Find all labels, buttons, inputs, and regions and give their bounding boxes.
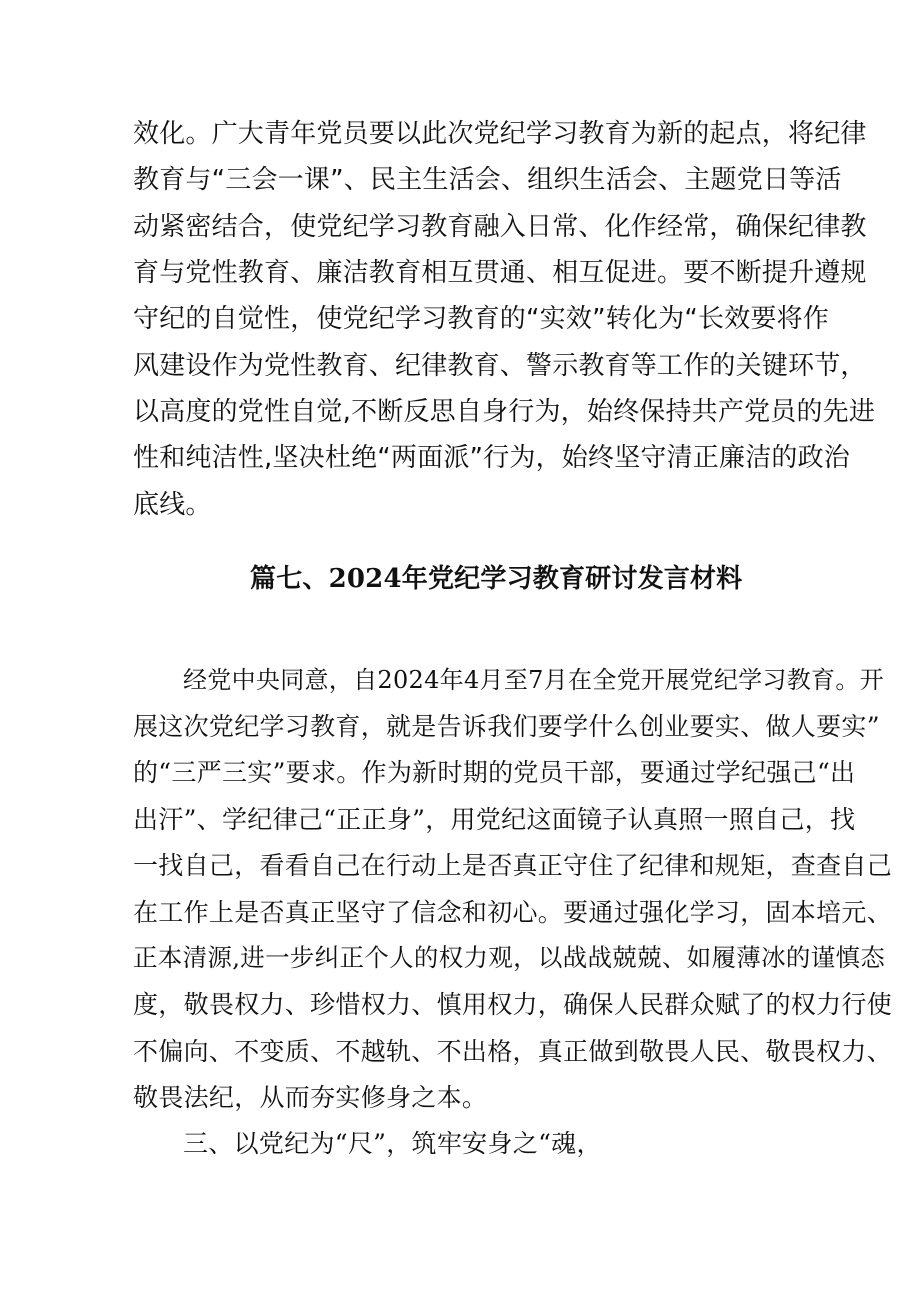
top-paragraph-line-7: 以高度的党性自觉,不断反思自身行为，始终保持共产党员的先进 bbox=[133, 397, 876, 427]
top-paragraph-line-2: 教育与“三会一课”、民主生活会、组织生活会、主题党日等活 bbox=[133, 165, 842, 195]
body-paragraph-line-10: 敬畏法纪，从而夯实修身之本。 bbox=[133, 1083, 488, 1112]
body-paragraph-line-2: 展这次党纪学习教育，就是告诉我们要学什么创业要实、做人要实” bbox=[133, 712, 880, 741]
section-heading: 篇七、2024年党纪学习教育研讨发言材料 bbox=[250, 564, 743, 594]
body-paragraph-line-7: 正本清源,进一步纠正个人的权力观，以战战兢兢、如履薄冰的谨慎态 bbox=[133, 943, 886, 972]
subheading-line: 三、以党纪为“尺”，筑牢安身之“魂， bbox=[183, 1129, 602, 1158]
top-paragraph-line-4: 育与党性教育、廉洁教育相互贯通、相互促进。要不断提升遵规 bbox=[133, 258, 867, 288]
top-paragraph-line-3: 动紧密结合，使党纪学习教育融入日常、化作经常，确保纪律教 bbox=[133, 212, 867, 242]
top-paragraph-line-1: 效化。广大青年党员要以此次党纪学习教育为新的起点，将纪律 bbox=[133, 119, 867, 149]
top-paragraph-line-8: 性和纯洁性,坚决杜绝“两面派”行为，始终坚守清正廉洁的政治 bbox=[133, 443, 851, 473]
body-paragraph-line-3: 的“三严三实”要求。作为新时期的党员干部，要通过学纪强己“出 bbox=[133, 758, 856, 787]
top-paragraph-line-5: 守纪的自觉性，使党纪学习教育的“实效”转化为“长效要将作 bbox=[133, 304, 830, 334]
body-paragraph-line-4: 出汗”、学纪律己“正正身”，用党纪这面镜子认真照一照自己，找 bbox=[133, 805, 856, 834]
body-paragraph-line-5: 一找自己，看看自己在行动上是否真正守住了纪律和规矩，查查自己 bbox=[133, 851, 893, 880]
body-paragraph-line-8: 度，敬畏权力、珍惜权力、慎用权力，确保人民群众赋了的权力行使 bbox=[133, 990, 893, 1019]
top-paragraph-line-9: 底线。 bbox=[133, 490, 212, 520]
body-paragraph-line-6: 在工作上是否真正坚守了信念和初心。要通过强化学习，固本培元、 bbox=[133, 898, 893, 927]
body-paragraph-line-9: 不偏向、不变质、不越轨、不出格，真正做到敬畏人民、敬畏权力、 bbox=[133, 1037, 893, 1066]
body-paragraph-line-1: 经党中央同意，自2024年4月至7月在全党开展党纪学习教育。开 bbox=[183, 666, 884, 694]
top-paragraph-line-6: 风建设作为党性教育、纪律教育、警示教育等工作的关键环节， bbox=[133, 351, 867, 381]
